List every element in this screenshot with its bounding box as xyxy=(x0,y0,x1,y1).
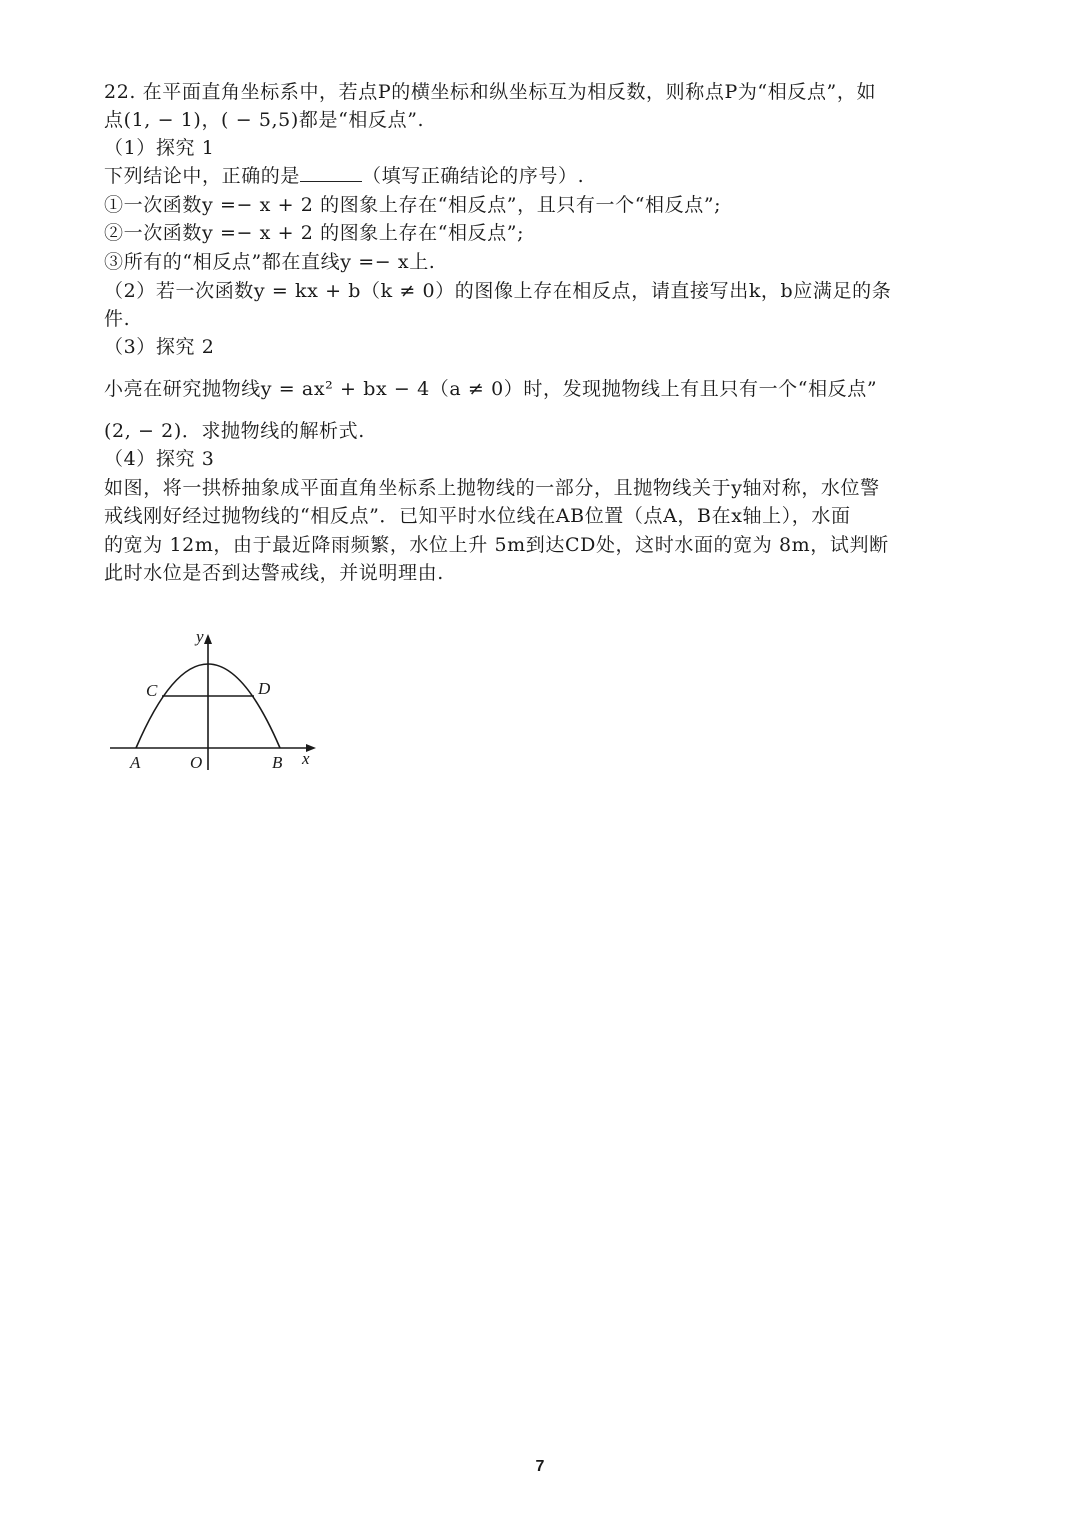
label-o: O xyxy=(190,753,203,772)
part-4-title: （4）探究 3 xyxy=(104,448,215,470)
part-1-title: （1）探究 1 xyxy=(104,137,215,159)
part-4-line-2: 戒线刚好经过抛物线的“相反点”．已知平时水位线在AB位置（点A，B在x轴上），水面 xyxy=(104,505,851,527)
part-2-line-2: 件. xyxy=(104,308,131,330)
problem-statement-line-2: 点(1, − 1)，( − 5,5)都是“相反点”. xyxy=(104,109,425,131)
part-1-prompt-text: 下列结论中，正确的是 xyxy=(104,165,301,187)
label-b: B xyxy=(272,753,283,772)
part-3-line-2: (2, − 2)．求抛物线的解析式. xyxy=(104,420,365,442)
label-a: A xyxy=(130,753,141,772)
part-3-line-1: 小亮在研究抛物线y = ax² + bx − 4（a ≠ 0）时，发现抛物线上有且只有一个“相反点” xyxy=(104,378,878,400)
part-4-line-4: 此时水位是否到达警戒线，并说明理由. xyxy=(104,562,444,584)
page-number: 7 xyxy=(535,1458,545,1475)
label-y: y xyxy=(196,627,204,646)
y-axis-arrow xyxy=(204,634,212,644)
part-4-line-1: 如图，将一拱桥抽象成平面直角坐标系上抛物线的一部分，且抛物线关于y轴对称，水位警 xyxy=(104,477,880,499)
part-1-prompt xyxy=(104,162,584,190)
part-1-prompt-suffix: （填写正确结论的序号）. xyxy=(362,165,585,187)
part-4-line-3: 的宽为 12m，由于最近降雨频繁，水位上升 5m到达CD处，这时水面的宽为 8m，试判断 xyxy=(104,534,889,556)
label-x: x xyxy=(302,749,310,768)
option-3: ③所有的“相反点”都在直线y =− x上. xyxy=(104,251,436,273)
answer-blank xyxy=(300,163,362,182)
label-c: C xyxy=(146,681,158,700)
option-2: ②一次函数y =− x + 2 的图象上存在“相反点”; xyxy=(104,222,525,244)
option-1: ①一次函数y =− x + 2 的图象上存在“相反点”，且只有一个“相反点”; xyxy=(104,194,722,216)
label-d: D xyxy=(258,679,271,698)
parabola-bridge-figure xyxy=(104,622,334,782)
part-2-line-1: （2）若一次函数y = kx + b（k ≠ 0）的图像上存在相反点，请直接写出k，b应满足的条 xyxy=(104,280,892,302)
problem-statement-line-1: 22. 在平面直角坐标系中，若点P的横坐标和纵坐标互为相反数，则称点P为“相反点”，如 xyxy=(104,81,877,103)
part-3-title: （3）探究 2 xyxy=(104,336,215,358)
